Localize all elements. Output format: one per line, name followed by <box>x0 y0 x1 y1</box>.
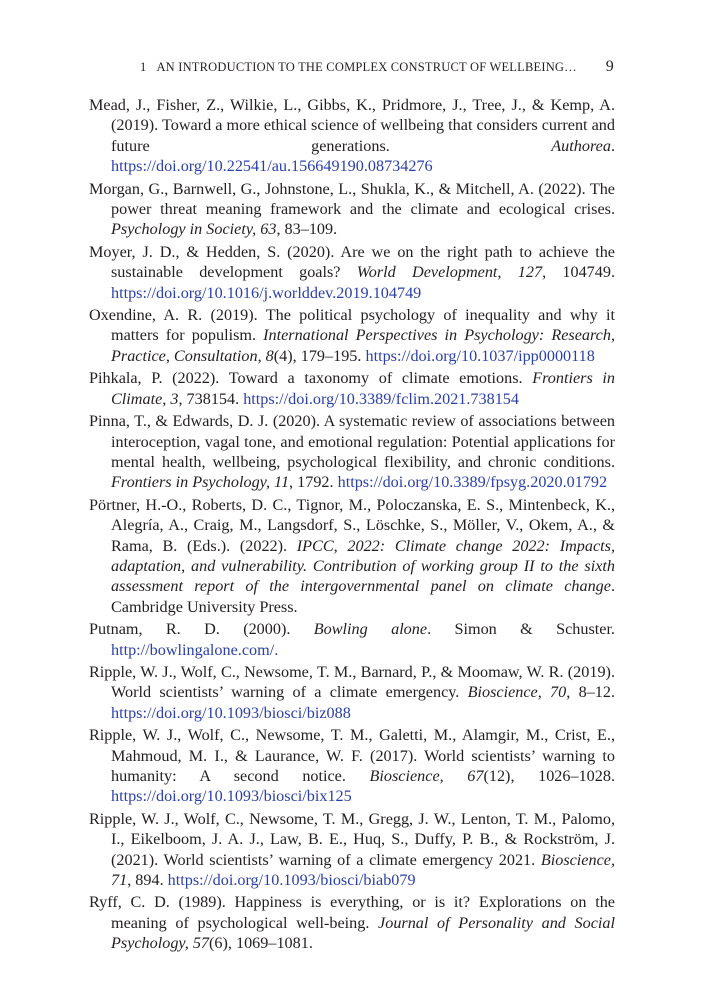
reference-text: Morgan, G., Barnwell, G., Johnstone, L., Shukla, K., & Mitchell, A. (2022). The power threat meaning framework and the climate and ecological crises. <box>89 179 615 219</box>
reference-list <box>89 95 615 956</box>
reference-text: Pinna, T., & Edwards, D. J. (2020). A systematic review of associations between interoception, vagal tone, and emotional regulation: Potential applications for mental health, wellbeing, psychological flexibility, and chronic conditions. <box>89 412 615 471</box>
running-head <box>140 58 614 76</box>
doi-link[interactable]: https://doi.org/10.3389/fclim.2021.738154 <box>243 389 519 408</box>
doi-link[interactable]: https://doi.org/10.3389/fpsyg.2020.01792 <box>337 473 608 492</box>
chapter-number: 1 <box>140 60 147 74</box>
reference-source: Bioscience, 71 <box>111 850 615 890</box>
reference-text: Pörtner, H.-O., Roberts, D. C., Tignor, M., Poloczanska, E. S., Mintenbeck, K., Alegría, A., Craig, M., Langsdorf, S., Löschke, S., Möller, V., Okem, A., & Rama, B. (Eds.). (2022). <box>89 495 615 555</box>
reference-item <box>89 305 615 366</box>
reference-item <box>89 411 615 493</box>
doi-link[interactable]: https://doi.org/10.1093/biosci/biab079 <box>167 871 416 890</box>
reference-details: . Cambridge University Press. <box>111 577 615 616</box>
reference-text: Ripple, W. J., Wolf, C., Newsome, T. M., Barnard, P., & Moomaw, W. R. (2019). World scientists’ warning of a climate emergency. <box>89 662 615 702</box>
reference-source: Frontiers in Climate, 3 <box>111 369 615 408</box>
reference-item <box>89 95 615 177</box>
reference-text: Pihkala, P. (2022). Toward a taxonomy of climate emotions. <box>89 369 533 388</box>
reference-item <box>89 495 615 617</box>
reference-source: Bioscience, 70 <box>467 683 567 702</box>
reference-details: , 104749. <box>542 263 616 282</box>
reference-source: Authorea <box>551 136 611 155</box>
reference-source: IPCC, 2022: Climate change 2022: Impacts, adaptation, and vulnerability. Contribution of working group II to the sixth assessment report of the intergovernmental panel on climate change <box>111 536 615 596</box>
doi-link[interactable]: http://bowlingalone.com/. <box>111 640 279 659</box>
reference-item <box>89 809 615 891</box>
reference-item <box>89 242 615 303</box>
reference-item <box>89 368 615 409</box>
reference-details: (4), 179–195. <box>273 346 366 365</box>
reference-source: Journal of Personality and Social Psychology, 57 <box>111 913 615 953</box>
reference-text: Oxendine, A. R. (2019). The political psychology of inequality and why it matters for populism. <box>89 306 615 345</box>
reference-text: Ripple, W. J., Wolf, C., Newsome, T. M., Galetti, M., Alamgir, M., Crist, E., Mahmoud, M. I., & Laurance, W. F. (2017). World scientists’ warning to humanity: A second notice. <box>89 726 615 785</box>
chapter-title: AN INTRODUCTION TO THE COMPLEX CONSTRUCT OF WELLBEING… <box>156 60 577 74</box>
reference-source: Psychology in Society, 63 <box>111 220 277 239</box>
doi-link[interactable]: https://doi.org/10.1016/j.worlddev.2019.104749 <box>111 283 422 302</box>
reference-item <box>89 892 615 953</box>
reference-details: (6), 1069–1081. <box>209 934 313 953</box>
reference-details: , 894. <box>127 871 168 890</box>
doi-link[interactable]: https://doi.org/10.1093/biosci/biz088 <box>111 703 351 722</box>
reference-details: (12), 1026–1028. <box>483 767 615 785</box>
reference-details: , 8–12. <box>566 683 615 702</box>
reference-details: . Simon & Schuster. <box>427 620 615 639</box>
reference-details: . <box>610 136 615 155</box>
reference-item <box>89 662 615 723</box>
doi-link[interactable]: https://doi.org/10.1093/biosci/bix125 <box>111 787 352 806</box>
reference-details: , 83–109. <box>276 220 338 239</box>
reference-text: Ripple, W. J., Wolf, C., Newsome, T. M., Gregg, J. W., Lenton, T. M., Palomo, I., Eikelboom, J. A. J., Law, B. E., Huq, S., Duffy, P. B., & Rockström, J. (2021). World scientists’ warning of a climate emergency 2021. <box>89 809 615 869</box>
reference-source: Bowling alone <box>313 620 428 639</box>
reference-text: Moyer, J. D., & Hedden, S. (2020). Are we on the right path to achieve the sustainable development goals? <box>89 242 615 282</box>
reference-source: World Development, 127 <box>356 263 543 282</box>
reference-item <box>89 725 615 807</box>
reference-details: , 738154. <box>178 389 244 408</box>
reference-item <box>89 179 615 240</box>
reference-details: , 1792. <box>289 473 338 492</box>
reference-item <box>89 619 615 660</box>
reference-text: Mead, J., Fisher, Z., Wilkie, L., Gibbs, K., Pridmore, J., Tree, J., & Kemp, A. (2019). Toward a more ethical science of wellbeing that considers current and future generations. <box>89 96 615 155</box>
reference-text: Ryff, C. D. (1989). Happiness is everything, or is it? Explorations on the meaning of psychological well-being. <box>89 893 615 932</box>
reference-source: Bioscience, 67 <box>369 767 484 785</box>
reference-source: Frontiers in Psychology, 11 <box>111 473 290 492</box>
doi-link[interactable]: https://doi.org/10.22541/au.156649190.08734276 <box>111 157 433 176</box>
doi-link[interactable]: https://doi.org/10.1037/ipp0000118 <box>365 346 595 365</box>
page-number: 9 <box>605 58 614 75</box>
running-head-title <box>140 60 577 75</box>
reference-text: Putnam, R. D. (2000). <box>89 620 314 639</box>
reference-source: International Perspectives in Psychology: Research, Practice, Consultation, 8 <box>111 326 616 365</box>
